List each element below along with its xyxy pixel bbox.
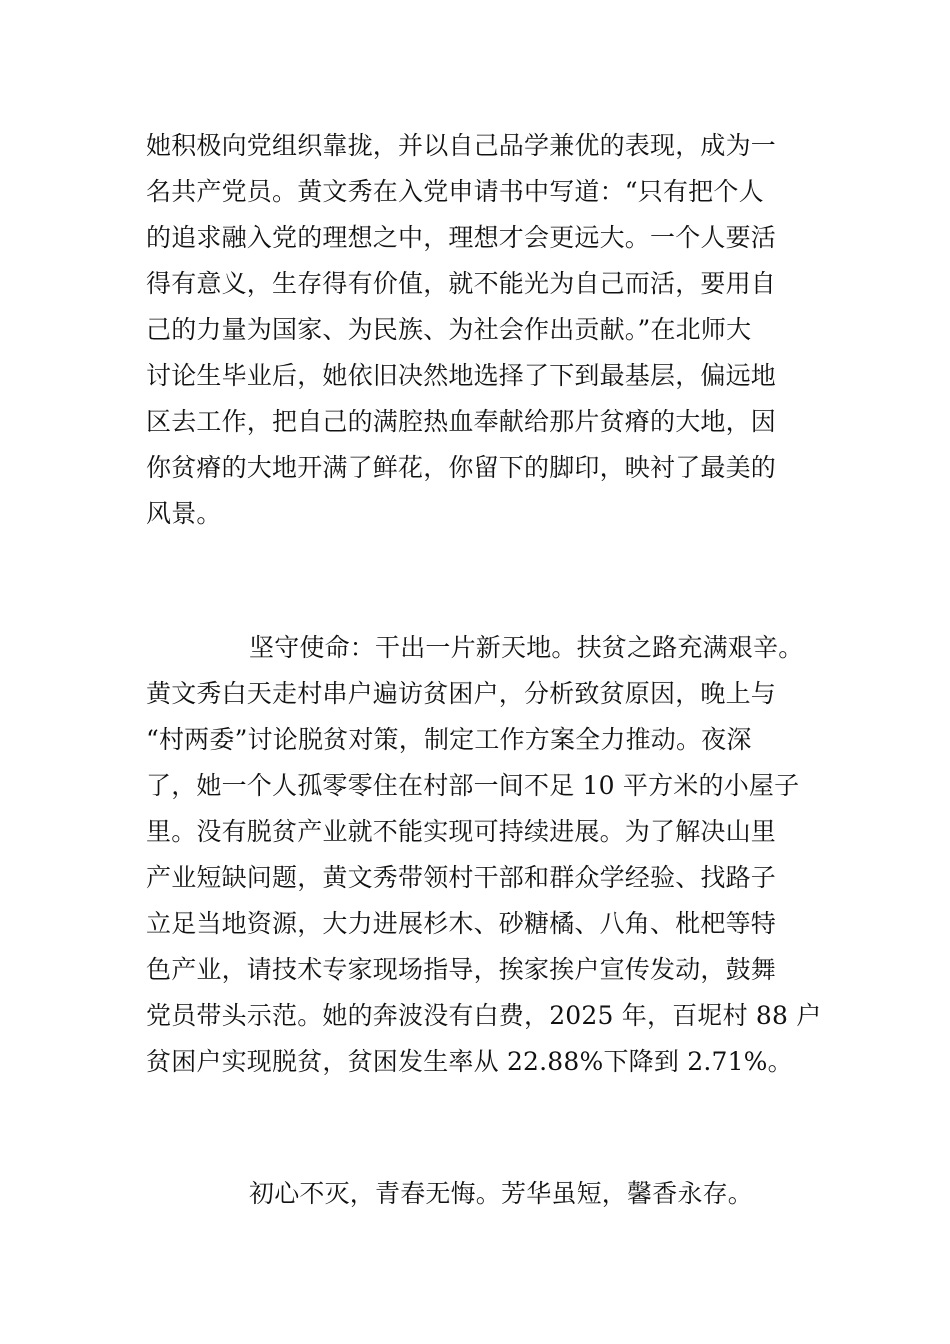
text-line: 讨论生毕业后，她依旧决然地选择了下到最基层，偏远地 <box>146 361 777 390</box>
text-line: 己的力量为国家、为民族、为社会作出贡献。”在北师大 <box>146 315 752 344</box>
paragraph-3 <box>146 1171 846 1217</box>
text-line: 坚守使命：干出一片新天地。扶贫之路充满艰辛。 <box>249 633 804 662</box>
text-line: 党员带头示范。她的奔波没有白费，2025 年，百坭村 88 户 <box>146 1001 822 1030</box>
text-line: 得有意义，生存得有价值，就不能光为自己而活，要用自 <box>146 269 777 298</box>
text-line: 了，她一个人孤零零住在村部一间不足 10 平方米的小屋子 <box>146 771 800 800</box>
text-line: 的追求融入党的理想之中，理想才会更远大。一个人要活 <box>146 223 777 252</box>
text-line: 风景。 <box>146 499 222 528</box>
text-line: 里。没有脱贫产业就不能实现可持续进展。为了解决山里 <box>146 817 777 846</box>
text-line: 区去工作，把自己的满腔热血奉献给那片贫瘠的大地，因 <box>146 407 777 436</box>
text-line: 立足当地资源，大力进展杉木、砂糖橘、八角、枇杷等特 <box>146 909 777 938</box>
paragraph-2 <box>146 625 846 1085</box>
text-line: 产业短缺问题，黄文秀带领村干部和群众学经验、找路子 <box>146 863 777 892</box>
text-line: 黄文秀白天走村串户遍访贫困户，分析致贫原因，晚上与 <box>146 679 777 708</box>
text-line: 名共产党员。黄文秀在入党申请书中写道：“只有把个人 <box>146 177 764 206</box>
text-line: 贫困户实现脱贫，贫困发生率从 22.88%下降到 2.71%。 <box>146 1047 793 1076</box>
paragraph-1 <box>146 123 846 537</box>
text-line: 你贫瘠的大地开满了鲜花，你留下的脚印，映衬了最美的 <box>146 453 777 482</box>
text-line: 色产业，请技术专家现场指导，挨家挨户宣传发动，鼓舞 <box>146 955 777 984</box>
text-line: 初心不灭，青春无悔。芳华虽短，馨香永存。 <box>249 1179 754 1208</box>
text-line: 她积极向党组织靠拢，并以自己品学兼优的表现，成为一 <box>146 131 777 160</box>
text-line: “村两委”讨论脱贫对策，制定工作方案全力推动。夜深 <box>146 725 752 754</box>
